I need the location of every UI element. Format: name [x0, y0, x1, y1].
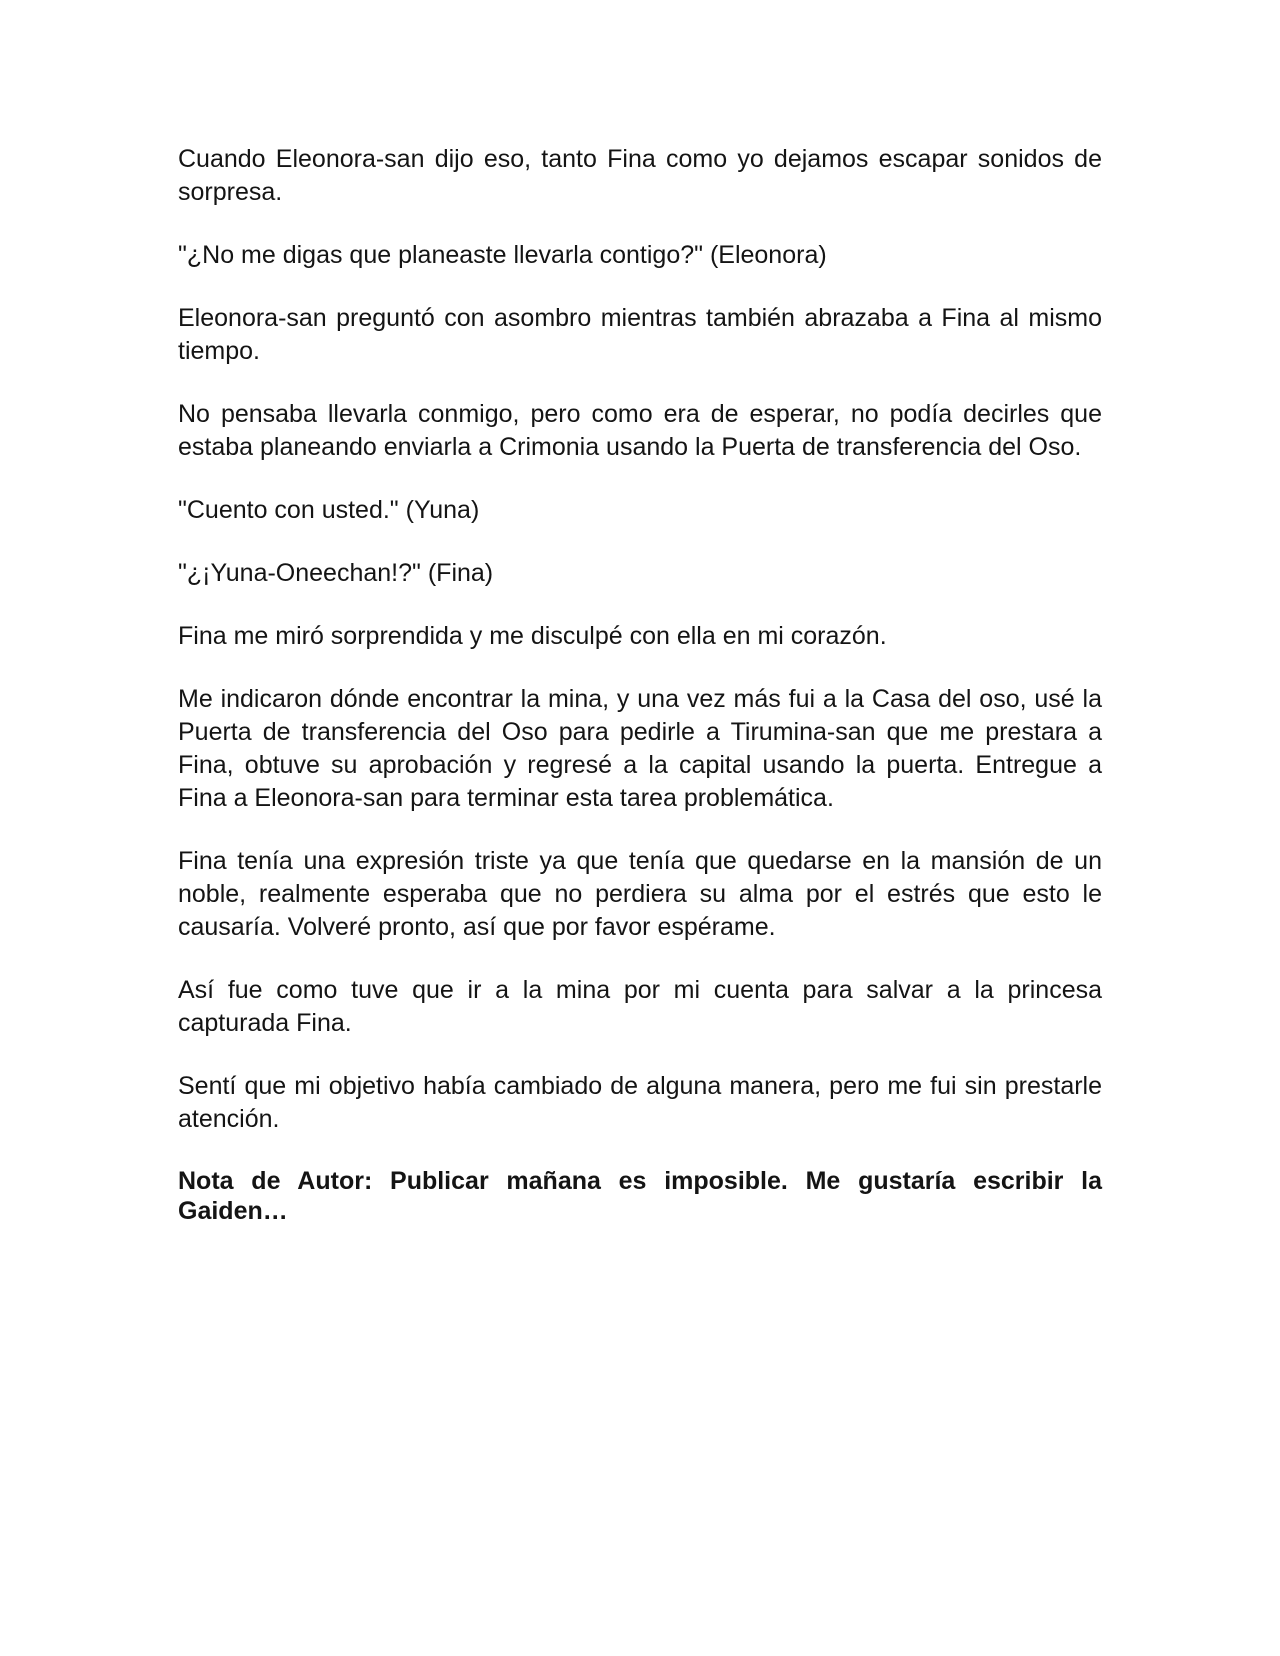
dialogue-line: "Cuento con usted." (Yuna) — [178, 496, 480, 524]
paragraph: Fina tenía una expresión triste ya que tenía que quedarse en la mansión de un noble, realmente esperaba que no perdiera su alma por el estrés que esto le causaría. Volveré pronto, así que por favor espérame. — [178, 847, 1102, 941]
dialogue-line: "¿¡Yuna-Oneechan!?" (Fina) — [178, 559, 494, 587]
paragraph: Fina me miró sorprendida y me disculpé con ella en mi corazón. — [178, 622, 887, 650]
paragraph: Eleonora-san preguntó con asombro mientras también abrazaba a Fina al mismo tiempo. — [178, 304, 1102, 365]
author-note: Nota de Autor: Publicar mañana es imposible. Me gustaría escribir la Gaiden… — [178, 1167, 1102, 1225]
paragraph: Cuando Eleonora-san dijo eso, tanto Fina como yo dejamos escapar sonidos de sorpresa. — [178, 145, 1102, 206]
paragraph: Me indicaron dónde encontrar la mina, y una vez más fui a la Casa del oso, usé la Puerta de transferencia del Oso para pedirle a Tirumina-san que me prestara a Fina, obtuve su aprobación y regresé a la capital usando la puerta. Entregue a Fina a Eleonora-san para terminar esta tarea problemática. — [178, 685, 1102, 812]
paragraph: No pensaba llevarla conmigo, pero como era de esperar, no podía decirles que estaba planeando enviarla a Crimonia usando la Puerta de transferencia del Oso. — [178, 400, 1102, 461]
document-body — [178, 143, 1102, 1256]
paragraph: Así fue como tuve que ir a la mina por mi cuenta para salvar a la princesa capturada Fina. — [178, 976, 1102, 1037]
paragraph: Sentí que mi objetivo había cambiado de alguna manera, pero me fui sin prestarle atención. — [178, 1072, 1102, 1133]
dialogue-line: "¿No me digas que planeaste llevarla contigo?" (Eleonora) — [178, 241, 827, 269]
